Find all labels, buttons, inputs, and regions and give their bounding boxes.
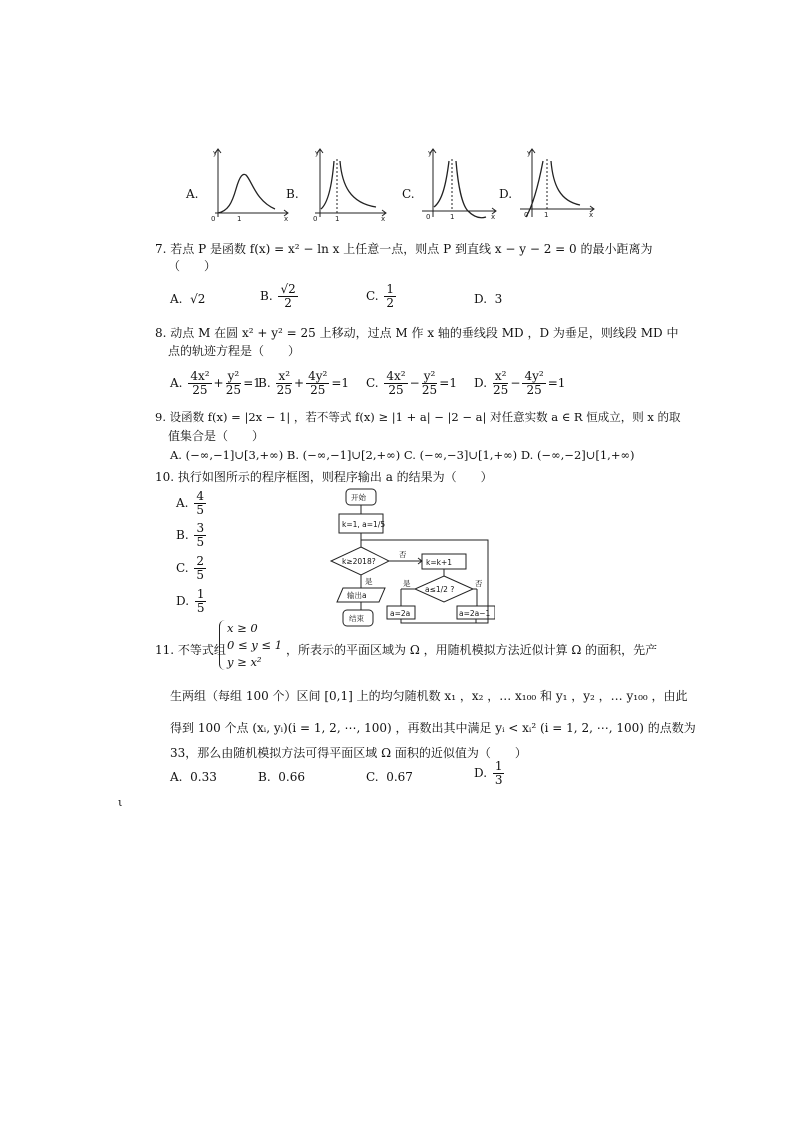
graph-label-a: A. <box>186 187 199 201</box>
flow-inc: k=k+1 <box>426 558 453 567</box>
graph-label-c: C. <box>402 187 415 201</box>
graph-label-d: D. <box>499 187 513 201</box>
flow-assign1: a=2a <box>390 609 411 618</box>
graph-a-y-label: y <box>213 149 218 157</box>
q8-option-c: C. $\frac{\text{4x²}}{25}$ − $\frac{\text{y²}}{25}$ =1 <box>366 369 457 397</box>
flow-cond2: a≤1/2 ? <box>425 585 455 594</box>
q10-option-d: D. $\frac{1}{5}$ <box>176 587 205 615</box>
q7-option-c: C. $\frac{1}{2}$ <box>366 282 395 310</box>
graph-c-tick-1: 1 <box>450 213 455 221</box>
flow-output: 输出a <box>347 591 367 600</box>
q8-stem-line2: 点的轨迹方程是（ ） <box>168 344 301 358</box>
q11-option-b: B. 0.66 <box>258 770 305 784</box>
q10-option-c: C. $\frac{2}{5}$ <box>176 554 205 582</box>
graph-options-row <box>180 145 600 225</box>
graph-a-x-label: x <box>284 215 289 223</box>
q11-line2: 生两组（每组 100 个）区间 [0,1] 上的均匀随机数 x₁ ，x₂ ，… x₁₀₀ 和 y₁ ，y₂ ，… y₁₀₀ ，由此 <box>170 689 688 703</box>
graph-b-tick-1: 1 <box>335 215 340 223</box>
flow-start: 开始 <box>351 493 366 502</box>
q9-stem-line1: 9. 设函数 f(x) = |2x − 1| ，若不等式 f(x) ≥ |1 + a| − |2 − a| 对任意实数 a ∈ R 恒成立，则 x 的取 <box>155 410 681 424</box>
graph-label-b: B. <box>286 187 299 201</box>
flow-assign2: a=2a−1 <box>459 609 491 618</box>
q7-option-a: A. √2 <box>170 292 206 306</box>
q8-option-d: D. $\frac{\text{x²}}{25}$ − $\frac{\text{4y²}}{25}$ =1 <box>474 369 566 397</box>
q8-option-b: B. $\frac{\text{x²}}{25}$ + $\frac{\text{4y²}}{25}$ =1 <box>258 369 350 397</box>
q11-option-a: A. 0.33 <box>170 770 217 784</box>
q7-paren: （ ） <box>168 259 217 273</box>
graph-a-tick-1: 1 <box>237 215 242 223</box>
flow-init: k=1, a=1/5 <box>342 520 386 529</box>
graph-a-origin: 0 <box>211 215 216 223</box>
graph-d-x-label: x <box>589 211 594 219</box>
q9-options: A. (−∞,−1]∪[3,+∞) B. (−∞,−1]∪[2,+∞) C. (−∞,−3]∪[1,+∞) D. (−∞,−2]∪[1,+∞) <box>170 448 635 462</box>
graph-b-origin: 0 <box>313 215 318 223</box>
q11-line3: 得到 100 个点 (xᵢ, yᵢ)(i = 1, 2, ⋯, 100) ，再数出其中满足 yᵢ < xᵢ² (i = 1, 2, ⋯, 100) 的点数为 <box>170 721 696 735</box>
flow-no: 否 <box>399 550 407 559</box>
q9-stem-line2: 值集合是（ ） <box>168 429 265 443</box>
q11-option-d: D. $\frac{1}{3}$ <box>474 759 503 787</box>
q11-prefix: 11. 不等式组 <box>155 643 226 657</box>
q11-line1: ，所表示的平面区域为 Ω ，用随机模拟方法近似计算 Ω 的面积，先产 <box>286 643 658 657</box>
flow-yes2: 是 <box>403 579 411 588</box>
flow-yes: 是 <box>365 577 373 586</box>
graph-c-x-label: x <box>491 213 496 221</box>
q10-option-a: A. $\frac{4}{5}$ <box>176 489 204 517</box>
graph-d-origin: 0 <box>524 211 529 219</box>
q11-option-c: C. 0.67 <box>366 770 413 784</box>
q11-brace <box>219 620 226 670</box>
q7-option-d: D. 3 <box>474 292 503 306</box>
graph-c-y-label: y <box>428 149 433 157</box>
q7-stem: 7. 若点 P 是函数 f(x) = x² − ln x 上任意一点，则点 P 到直线 x − y − 2 = 0 的最小距离为 <box>155 242 653 256</box>
q11-system: x ≥ 0 0 ≤ y ≤ 1 y ≥ x² <box>227 621 283 669</box>
graph-c-origin: 0 <box>426 213 431 221</box>
flow-end: 结束 <box>349 614 364 623</box>
q11-line4: 33，那么由随机模拟方法可得平面区域 Ω 面积的近似值为（ ） <box>170 746 527 760</box>
graph-d-y-label: y <box>527 149 532 157</box>
q7-option-b: B. $\frac{√2}{2}$ <box>260 282 296 310</box>
graph-d-tick-1: 1 <box>544 211 549 219</box>
flow-cond: k≥2018? <box>342 557 376 566</box>
stray-mark: ι <box>118 796 123 809</box>
flowchart <box>325 485 495 630</box>
graph-sketches <box>180 145 600 225</box>
graph-b-x-label: x <box>381 215 386 223</box>
q8-stem-line1: 8. 动点 M 在圆 x² + y² = 25 上移动，过点 M 作 x 轴的垂线段 MD ，D 为垂足，则线段 MD 中 <box>155 326 679 340</box>
flow-no2: 否 <box>475 579 483 588</box>
q8-option-a: A. $\frac{\text{4x²}}{25}$ + $\frac{\text{y²}}{25}$ =1 <box>170 369 261 397</box>
graph-b-y-label: y <box>315 149 320 157</box>
q10-stem: 10. 执行如图所示的程序框图，则程序输出 a 的结果为（ ） <box>155 470 493 484</box>
q10-option-b: B. $\frac{3}{5}$ <box>176 521 205 549</box>
